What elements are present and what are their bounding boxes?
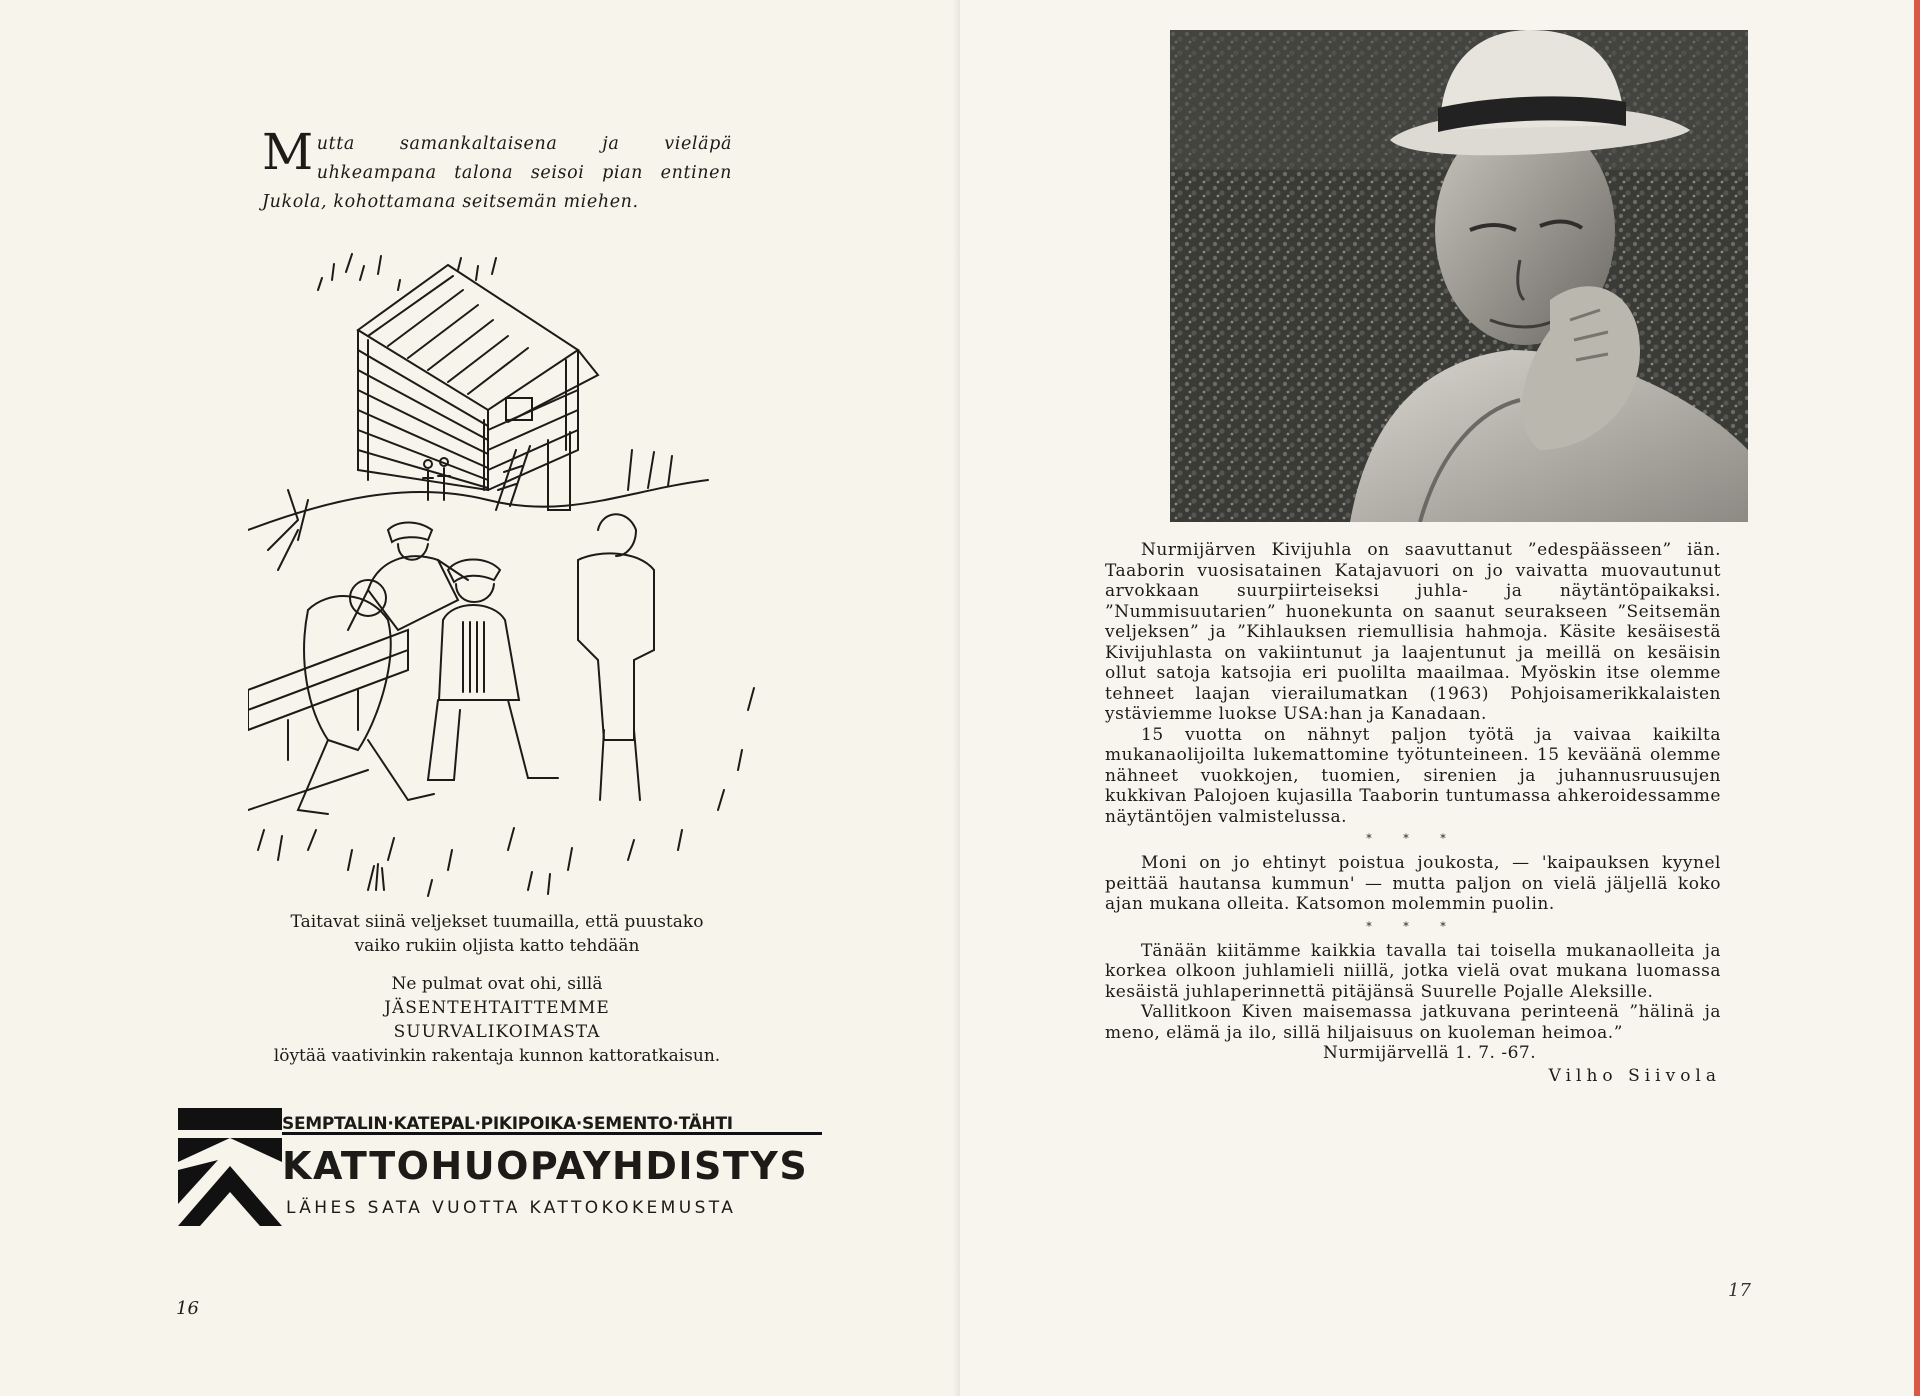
paragraph-5: Vallitkoon Kiven maisemassa jatkuvana perinteenä ”hälinä ja meno, elämä ja ilo, sillä hiljaisuus on kuoleman heimoa.”	[1105, 1002, 1721, 1043]
paragraph-4: Tänään kiitämme kaikkia tavalla tai toisella mukanaolleita ja korkea olkoon juhlamieli niillä, jotka vielä ovat mukana luomassa kesäistä juhlaperinnettä pitäjänsä Suurelle Pojalle Aleksille.	[1105, 940, 1721, 1002]
ad-brands: SEMPTALIN·KATEPAL·PIKIPOIKA·SEMENTO·TÄHTI	[282, 1114, 733, 1134]
page-edge	[1914, 0, 1920, 1396]
intro-paragraph	[262, 123, 732, 217]
page-number-left: 16	[176, 1298, 199, 1319]
left-text-block	[258, 910, 736, 1068]
section-stars-1: * * *	[1366, 832, 1460, 845]
article-text	[1105, 540, 1721, 1086]
signature: Vilho Siivola	[1548, 1065, 1721, 1086]
advertisement	[178, 1108, 822, 1226]
section-stars-2: * * *	[1366, 919, 1460, 933]
roof-logo-icon	[178, 1108, 282, 1226]
text-line-6: löytää vaativinkin rakentaja kunnon kattoratkaisun.	[273, 1046, 721, 1066]
intro-text: utta samankaltaisena ja vieläpä uhkeampana talona seisoi pian entinen Jukola, kohottamana seitsemän miehen.	[262, 134, 732, 212]
illustration-log-house-brothers	[248, 250, 773, 902]
ad-company-name: KATTOHUOPAYHDISTYS	[282, 1144, 809, 1188]
text-line-4: JÄSENTEHTAITTEMME	[384, 998, 610, 1018]
text-line-3: Ne pulmat ovat ohi, sillä	[391, 974, 603, 994]
paragraph-3: Moni on jo ehtinyt poistua joukosta, — 'kaipauksen kyynel peittää hautansa kummun' — mutta paljon on vielä jäljellä koko ajan mukana olleita. Katsomon molemmin puolin.	[1105, 853, 1721, 914]
page-number-right: 17	[1728, 1280, 1751, 1301]
paragraph-2: 15 vuotta on nähnyt paljon työtä ja vaivaa kaikilta mukanaolijoilta lukemattomine työtunteineen. 15 keväänä olemme nähneet vuokkojen, tuomien, sirenien ja juhannusruusujen kukkivan Palojoen kujasilla Taaborin tuntumassa ahkeroidessamme näytäntöjen valmistelussa.	[1105, 724, 1721, 827]
drop-cap: M	[262, 123, 314, 181]
text-line-5: SUURVALIKOIMASTA	[393, 1022, 601, 1042]
caption-line-1: Taitavat siinä veljekset tuumailla, että puustako	[290, 912, 704, 932]
date-line: Nurmijärvellä 1. 7. -67.	[1323, 1043, 1537, 1063]
caption-line-2: vaiko rukiin oljista katto tehdään	[354, 936, 640, 956]
ad-tagline: LÄHES SATA VUOTTA KATTOKOKEMUSTA	[286, 1198, 737, 1218]
portrait-photo	[1170, 30, 1748, 522]
paragraph-1: Nurmijärven Kivijuhla on saavuttanut ”edespäässeen” iän. Taaborin vuosisatainen Katajavuori on jo vaivatta muovautunut arvokkaan suurpiirteiseksi juhla- ja näytäntöpaikaksi. ”Nummisuutarien” huonekunta on saanut seurakseen ”Seitsemän veljeksen” ja ”Kihlauksen riemullisia hahmoja. Käsite kesäisestä Kivijuhlasta on vakiintunut ja laajentunut ja meillä on kesäisin ollut satoja katsojia eri puolilta maailmaa. Myöskin itse olemme tehneet laajan vierailumatkan (1963) Pohjoisamerikkalaisten ystäviemme luokse USA:han ja Kanadaan.	[1105, 540, 1721, 724]
